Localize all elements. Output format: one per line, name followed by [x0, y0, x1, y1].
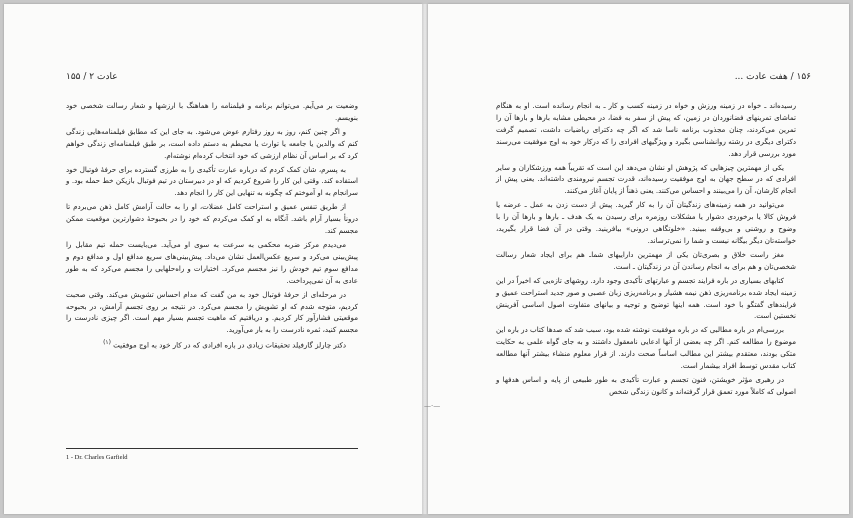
right-page-body: [496, 100, 796, 400]
footnote: 1 - Dr. Charles Garfield: [66, 454, 128, 461]
left-paragraph-2: و اگر چنین کنم، روز به روز رفتارم عوض می‌شود. به جای این که مطابق فیلمنامه‌هایی زندگی کنم که والدین یا جامعه یا توارث یا محیطم به دستم داده است، بر طبق فیلمنامه‌ای زندگی خواهم کرد که بر اساس آن نظام ارزشی که خود انتخاب کرده‌ام نوشته‌ام.: [66, 126, 358, 160]
margin-mark: —·—: [424, 402, 441, 410]
left-paragraph-1: وضعیت بر می‌آیم. می‌توانم برنامه و فیلمنامه را هماهنگ با ارزشها و شعار رسالت شخصی خود بنویسم.: [66, 101, 358, 122]
footnote-divider: [66, 448, 358, 449]
right-paragraph-7: در رهبری مؤثر خویشتن، فنون تجسم و عبارت تأکیدی به طور طبیعی از پایه و اساس هدفها و اصولی که کاملاً مورد تعمق قرار گرفته‌اند و کانون زندگی شخص: [496, 374, 796, 396]
left-page: [4, 4, 422, 514]
right-paragraph-1: رسیده‌اند ـ خواه در زمینه ورزش و خواه در زمینه کسب و کار ـ به انجام رسانده است. او به هنگام تماشای تمرینهای فضانوردان در زمین، که پیش از سفر به فضا، در محیطی مشابه بارها و بارها آن را تمرین می‌کردند، چنان مجذوب برنامه ناسا شد که اگر چه دکترای ریاضیات داشت، تصمیم گرفت دکترای دیگری در رشته روانشناسی بگیرد و ویژگیهای افرادی را که درکار خود به اوج موفقیت می‌رسند مورد بررسی قرار دهد.: [496, 101, 796, 158]
right-paragraph-5: کتابهای بسیاری در باره فرایند تجسم و عبارتهای تأکیدی وجود دارد. روشهای تازه‌یی که اخیراً در این زمینه ایجاد شده برنامه‌ریزی ذهن نیمه هشیار و برنامه‌ریزی زبان عصبی و صور جدید استراحت عمیق و فرایندهای گفتگو با خود است. همه اینها توضیح و توجیه و بیانهای متفاوت اصول اساسی آفرینش نخستین است.: [496, 275, 796, 321]
right-page: [424, 4, 849, 514]
right-running-head: ۱۵۶ / هفت عادت ...: [734, 72, 811, 82]
footnote-reference: (۱): [103, 340, 111, 347]
left-paragraph-6: در مرحله‌ای از حرفهٔ فوتبال خود به من گفت که مدام احساس تشویش می‌کند. وقتی صحبت کردیم، متوجه شدم که او تشویش را مجسم می‌کرد. در نتیجه بر روی تجسم آرامش، در بحبوحه موقعیتی فشارآور کار کردیم. و دریافتیم که ماهیت تجسم بسیار مهم است. اگر چیزی نادرست را مجسم کنید، ثمره نادرست را به بار می‌آورید.: [66, 289, 358, 335]
left-page-body: [66, 100, 358, 353]
right-paragraph-6: بررسی‌ام در باره مطالبی که در باره موفقیت نوشته شده بود، سبب شد که صدها کتاب در باره این موضوع را مطالعه کنم. اگر چه بعضی از آنها ادعایی نامعقول داشتند و به جای گواه علمی به حکایت متکی بودند، معتقدم بیشتر این مطالب اساساً صحت دارند. از قرار معلوم منشاء بیشتر آنها مطالعه کتاب مقدس توسط افراد بیشمار است.: [496, 325, 796, 371]
left-paragraph-4: از طریق تنفس عمیق و استراحت کامل عضلات، او را به حالت آرامش کامل ذهن می‌بردم تا درونأ بسیار آرام باشد. آنگاه به او کمک می‌کردم که خود را در بحبوحهٔ دشوارترین موقعیت ممکن مجسم کند.: [66, 202, 358, 236]
left-running-head: عادت ۲ / ۱۵۵: [66, 72, 118, 82]
right-paragraph-4: مغز راست خلاق و بصری‌تان یکی از مهمترین داراییهای شماـ هم برای ایجاد شعار رسالت شخصی‌تان و هم برای به انجام رساندن آن در زندگیتان ـ است.: [496, 249, 796, 271]
left-paragraph-5: می‌دیدم مرکز ضربه محکمی به سرعت به سوی او می‌آید. می‌بایست حمله تیم مقابل را پیش‌بینی می‌کرد و سریع عکس‌العمل نشان می‌داد. پیش‌بینی‌های سریع مدافع اول و مدافع دوم و مدافع سوم تیم خودش را نیز مجسم می‌کرد. اختیارات و راه‌حلهایی را مجسم می‌کرد که به طور عادی به آن نمی‌پرداخت.: [66, 239, 358, 285]
left-paragraph-7: [66, 338, 358, 351]
left-paragraph-3: به پسرم، شان کمک کردم که درباره عبارت تأکیدی را به طرزی گسترده برای حرفهٔ فوتبال خود استفاده کند. وقتی این کار را شروع کردیم که او در دبیرستان در تیم فوتبال بازیکن خط حمله بود. و سرانجام به او آموختم که چگونه به تنهایی این کار را انجام دهد.: [66, 164, 358, 198]
left-paragraph-7-text: دکتر چارلز گارفیلد تحقیقات زیادی در باره افرادی که در کار خود به اوج موفقیت: [113, 340, 346, 350]
right-paragraph-2: یکی از مهمترین چیزهایی که پژوهش او نشان می‌دهد این است که تقریباً همه ورزشکاران و سایر افرادی که در سطح جهان به اوج موفقیت رسیده‌اند، قدرت تجسم نیرومندی داشته‌اند. یعنی پیش از انجام کارشان، آن را می‌بینند و احساس می‌کنند. یعنی ذهناً از پایان آغاز می‌کنند.: [496, 162, 796, 196]
right-paragraph-3: می‌توانید در همه زمینه‌های زندگیتان آن را به کار گیرید. پیش از دست زدن به عمل ـ عرضه یا فروش کالا یا برخوردی دشوار یا مشکلات روزمره برای رسیدن به یک هدف ـ بارها و بارها آن را با وضوح و روشنی و بی‌وقفه ببینید. «خلوتگاهی درونی» بیافرینید. وقتی در آن فضا قرار بگیرید، خواسته‌تان دیگر بیگانه نیست و شما را نمی‌ترساند.: [496, 200, 796, 245]
